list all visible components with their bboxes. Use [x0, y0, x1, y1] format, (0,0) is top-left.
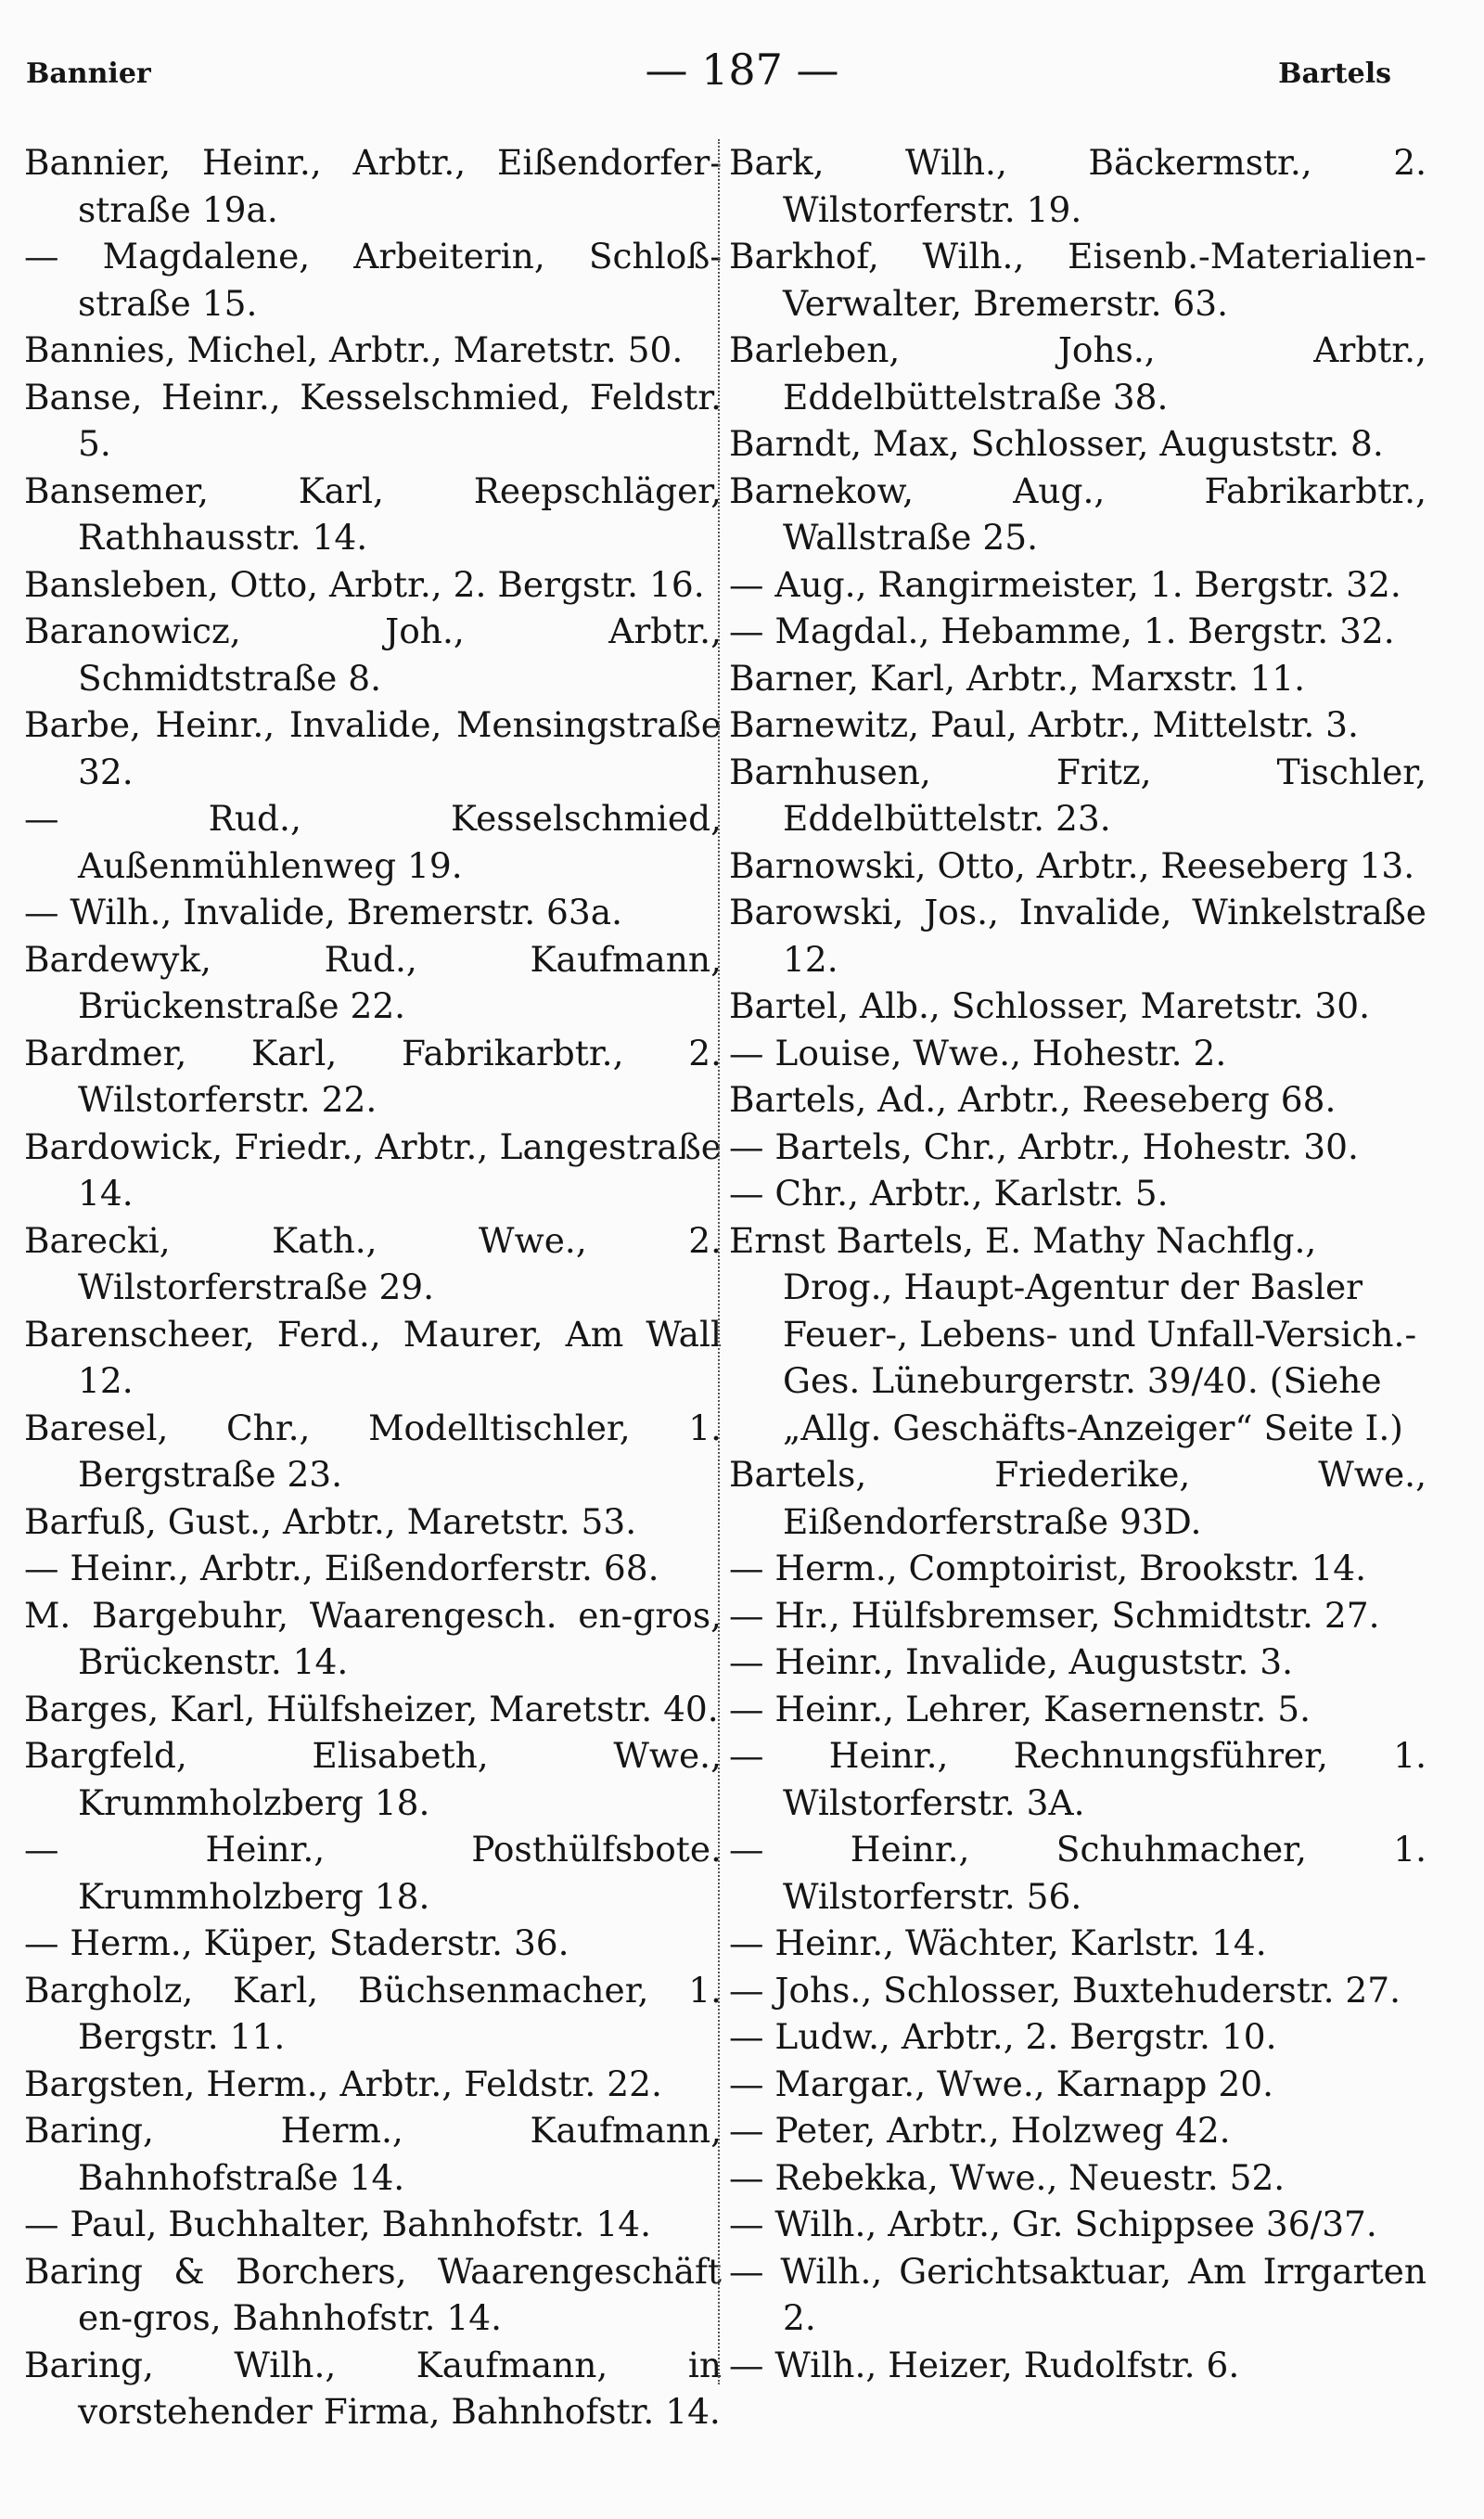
- directory-entry: — Louise, Wwe., Hohestr. 2.: [729, 1032, 1227, 1073]
- directory-entry: Bannies, Michel, Arbtr., Maretstr. 50.: [24, 329, 684, 370]
- directory-entry: — Rud., Kesselschmied, Außenmühlenweg 19.: [24, 798, 722, 886]
- directory-entry: Barowski, Jos., Invalide, Winkelstraße 12.: [729, 892, 1426, 980]
- directory-entry: — Wilh., Invalide, Bremerstr. 63a.: [24, 892, 623, 932]
- directory-entry: Baring, Wilh., Kaufmann, in vorstehender Firma, Bahnhofstr. 14.: [24, 2344, 722, 2432]
- advertisement-entry: Ernst Bartels, E. Mathy Nachflg., Drog., Haupt-Agentur der Basler Feuer-, Lebens- und Unfall-Versich.-Ges. Lüneburgerstr. 39/40. (Siehe „Allg. Geschäfts-Anzeiger“ Seite I.): [729, 1219, 1417, 1448]
- directory-entry: — Heinr., Wächter, Karlstr. 14.: [729, 1922, 1267, 1963]
- directory-entry: — Rebekka, Wwe., Neuestr. 52.: [729, 2156, 1286, 2198]
- directory-entry: Bargfeld, Elisabeth, Wwe., Krummholzberg 18.: [24, 1735, 722, 1823]
- left-column: [24, 139, 722, 2435]
- directory-entry: — Magdalene, Arbeiterin, Schloß-straße 15.: [24, 236, 722, 324]
- directory-entry: Barner, Karl, Arbtr., Marxstr. 11.: [729, 657, 1306, 699]
- directory-entry: — Margar., Wwe., Karnapp 20.: [729, 2063, 1273, 2104]
- directory-entry: Bartels, Friederike, Wwe., Eißendorferstraße 93D.: [729, 1454, 1426, 1542]
- directory-entry: Bartels, Ad., Arbtr., Reeseberg 68.: [729, 1079, 1337, 1120]
- directory-entry: — Herm., Küper, Staderstr. 36.: [24, 1922, 569, 1963]
- directory-entry: — Heinr., Arbtr., Eißendorferstr. 68.: [24, 1548, 659, 1588]
- directory-entry: Barenscheer, Ferd., Maurer, Am Wall 12.: [24, 1313, 722, 1401]
- directory-entry: Bardewyk, Rud., Kaufmann, Brückenstraße 22.: [24, 938, 722, 1026]
- directory-entry: Barbe, Heinr., Invalide, Mensingstraße 32.: [24, 704, 722, 792]
- directory-entry: Barnhusen, Fritz, Tischler, Eddelbüttelstr. 23.: [729, 751, 1426, 839]
- directory-entry: Baranowicz, Joh., Arbtr., Schmidtstraße 8.: [24, 610, 722, 699]
- page-header: [0, 45, 1484, 100]
- directory-entry: — Hr., Hülfsbremser, Schmidtstr. 27.: [729, 1594, 1380, 1636]
- directory-entry: Barnowski, Otto, Arbtr., Reeseberg 13.: [729, 844, 1415, 886]
- directory-entry: — Chr., Arbtr., Karlstr. 5.: [729, 1173, 1169, 1214]
- directory-entry: M. Bargebuhr, Waarengesch. en-gros, Brückenstr. 14.: [24, 1594, 722, 1682]
- directory-entry: — Bartels, Chr., Arbtr., Hohestr. 30.: [729, 1125, 1359, 1167]
- directory-entry: — Herm., Comptoirist, Brookstr. 14.: [729, 1548, 1367, 1588]
- directory-entry: Barnekow, Aug., Fabrikarbtr., Wallstraße 25.: [729, 469, 1426, 558]
- page-number: — 187 —: [645, 45, 839, 95]
- directory-entry: Barleben, Johs., Arbtr., Eddelbüttelstraße 38.: [729, 329, 1426, 418]
- header-left-catchword: Bannier: [26, 58, 151, 90]
- directory-entry: — Heinr., Posthülfsbote. Krummholzberg 18.: [24, 1829, 722, 1917]
- directory-entry: — Paul, Buchhalter, Bahnhofstr. 14.: [24, 2204, 652, 2244]
- directory-entry: — Heinr., Invalide, Auguststr. 3.: [729, 1641, 1294, 1682]
- directory-entry: Bargholz, Karl, Büchsenmacher, 1. Bergstr. 11.: [24, 1969, 722, 2057]
- directory-entry: Barecki, Kath., Wwe., 2. Wilstorferstraße 29.: [24, 1219, 722, 1307]
- directory-entry: — Wilh., Heizer, Rudolfstr. 6.: [729, 2344, 1240, 2385]
- directory-entry: — Heinr., Schuhmacher, 1. Wilstorferstr. 56.: [729, 1829, 1426, 1917]
- directory-entry: — Heinr., Rechnungsführer, 1. Wilstorferstr. 3A.: [729, 1735, 1426, 1823]
- directory-entry: — Heinr., Lehrer, Kasernenstr. 5.: [729, 1688, 1311, 1729]
- header-right-catchword: Bartels: [1278, 58, 1391, 90]
- directory-entry: — Magdal., Hebamme, 1. Bergstr. 32.: [729, 610, 1395, 651]
- directory-entry: — Ludw., Arbtr., 2. Bergstr. 10.: [729, 2016, 1277, 2057]
- directory-entry: Barndt, Max, Schlosser, Auguststr. 8.: [729, 423, 1384, 464]
- directory-entry: Bardowick, Friedr., Arbtr., Langestraße 14.: [24, 1125, 722, 1214]
- directory-entry: Barkhof, Wilh., Eisenb.-Materialien-Verwalter, Bremerstr. 63.: [729, 236, 1426, 324]
- directory-entry: Bargsten, Herm., Arbtr., Feldstr. 22.: [24, 2063, 662, 2104]
- directory-entry: — Johs., Schlosser, Buxtehuderstr. 27.: [729, 1969, 1401, 2011]
- directory-entry: Bartel, Alb., Schlosser, Maretstr. 30.: [729, 985, 1371, 1026]
- directory-entry: — Peter, Arbtr., Holzweg 42.: [729, 2110, 1231, 2151]
- directory-entry: Bansleben, Otto, Arbtr., 2. Bergstr. 16.: [24, 563, 705, 605]
- directory-entry: — Aug., Rangirmeister, 1. Bergstr. 32.: [729, 563, 1401, 605]
- directory-entry: Bansemer, Karl, Reepschläger, Rathhausstr. 14.: [24, 469, 722, 558]
- directory-entry: Banse, Heinr., Kesselschmied, Feldstr. 5.: [24, 376, 722, 464]
- directory-entry: Bannier, Heinr., Arbtr., Eißendorfer-straße 19a.: [24, 142, 722, 230]
- directory-entry: — Wilh., Arbtr., Gr. Schippsee 36/37.: [729, 2204, 1377, 2244]
- directory-entry: — Wilh., Gerichtsaktuar, Am Irrgarten 2.: [729, 2250, 1426, 2338]
- directory-entry: Bardmer, Karl, Fabrikarbtr., 2. Wilstorferstr. 22.: [24, 1032, 722, 1120]
- directory-entry: Baresel, Chr., Modelltischler, 1. Bergstraße 23.: [24, 1407, 722, 1495]
- directory-entry: Barfuß, Gust., Arbtr., Maretstr. 53.: [24, 1500, 637, 1542]
- directory-entry: Barnewitz, Paul, Arbtr., Mittelstr. 3.: [729, 704, 1359, 745]
- column-divider: [718, 139, 720, 2384]
- directory-entry: Baring, Herm., Kaufmann, Bahnhofstraße 14.: [24, 2110, 722, 2198]
- directory-entry: Bark, Wilh., Bäckermstr., 2. Wilstorferstr. 19.: [729, 142, 1426, 230]
- right-column: [729, 139, 1426, 2388]
- directory-entry: Baring & Borchers, Waarengeschäft en-gros, Bahnhofstr. 14.: [24, 2250, 722, 2338]
- directory-entry: Barges, Karl, Hülfsheizer, Maretstr. 40.: [24, 1688, 719, 1729]
